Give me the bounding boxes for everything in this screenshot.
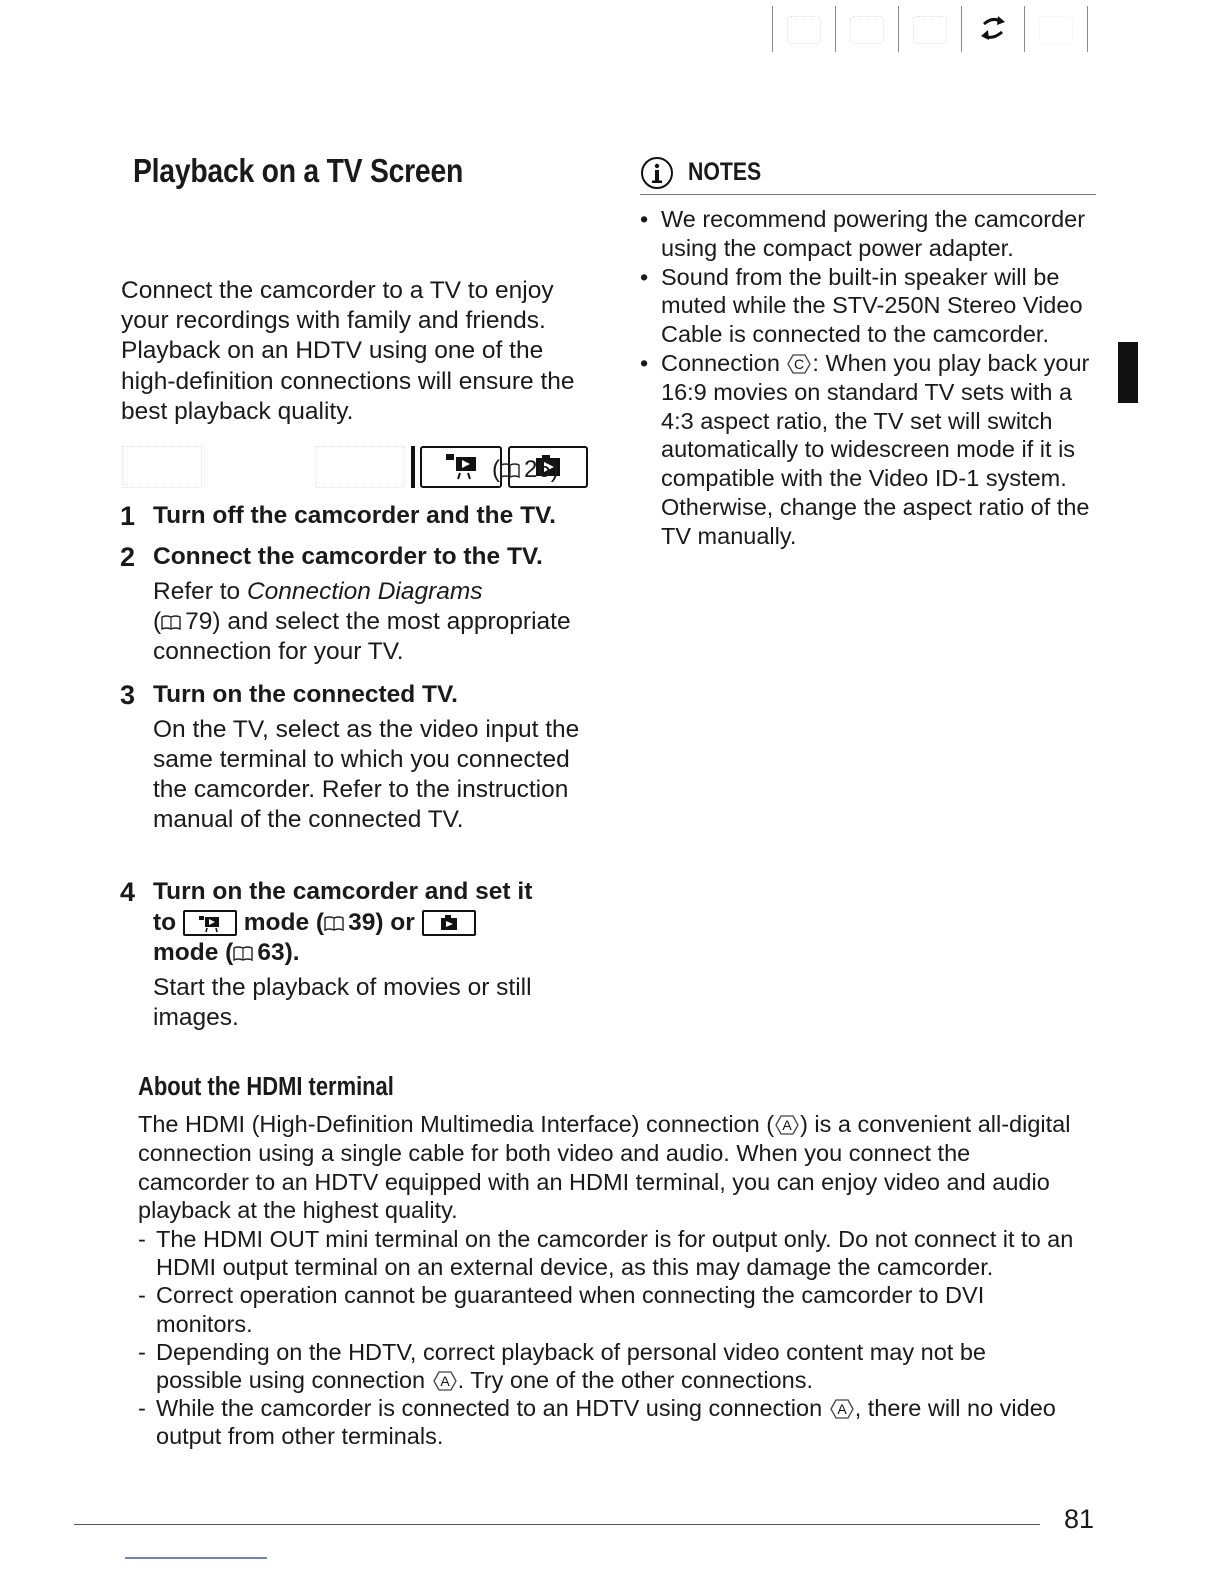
mode-icon-5: [1039, 16, 1073, 44]
nav-tab-2[interactable]: [835, 6, 898, 52]
step-body: On the TV, select as the video input the same terminal to which you connected the camcorder. Refer to the instruction manual of the connected TV.: [153, 715, 580, 834]
section-nav-tabs: [772, 6, 1098, 52]
notes-header: [640, 154, 1096, 195]
nav-tab-4[interactable]: [961, 6, 1024, 52]
book-icon: [161, 608, 181, 623]
notes-label: NOTES: [688, 158, 762, 186]
connection-c-icon: [786, 353, 812, 375]
page-number: 81: [1064, 1504, 1095, 1534]
book-icon: [233, 939, 253, 954]
footer-rule: [74, 1524, 1040, 1525]
svg-text:A: A: [837, 1401, 847, 1418]
nav-tab-1[interactable]: [772, 6, 835, 52]
step-number: 4: [120, 877, 136, 907]
nav-tab-3[interactable]: [898, 6, 961, 52]
step-4: [120, 877, 590, 1033]
info-icon: [640, 156, 674, 190]
svg-text:A: A: [439, 1373, 450, 1390]
step-number: 1: [120, 501, 136, 531]
mode-icon-2: [850, 16, 884, 44]
notes-list: [640, 205, 1100, 551]
connection-a-icon: [829, 1398, 855, 1420]
step-3: [120, 680, 590, 835]
step-heading: Turn on the camcorder and set it to mode ( 39) or mode ( 63).: [153, 878, 533, 966]
step-body: Start the playback of movies or still images.: [153, 973, 532, 1031]
inactive-mode-icon: [122, 446, 202, 488]
book-icon: [324, 909, 344, 924]
page-reference: ( 26): [492, 456, 559, 483]
step-body: Refer to Connection Diagrams ( 79) and select the most appropriate connection for your TV.: [153, 577, 571, 665]
step-heading: Turn on the connected TV.: [153, 681, 458, 708]
bottom-accent-line: [125, 1557, 267, 1559]
bullet-item: - Correct operation cannot be guaranteed when connecting the camcorder to DVI monitors.: [138, 1281, 1078, 1337]
step-number: 3: [120, 680, 136, 710]
mode-icon-3: [913, 16, 947, 44]
svg-text:A: A: [782, 1117, 792, 1133]
about-bullet-list: [138, 1225, 1078, 1451]
playback-movie-mode-icon: [420, 446, 502, 488]
section-heading: About the HDMI terminal: [138, 1073, 394, 1101]
note-item: • Sound from the built-in speaker will be muted while the STV-250N Stereo Video Cable is connected to the camcorder.: [640, 263, 1100, 349]
step-number: 2: [120, 542, 136, 572]
note-item: • Connection C : When you play back your 16:9 movies on standard TV sets with a 4:3 aspect ratio, the TV set will switch automatically to widescreen mode if it is compatible with the Video ID-1 system. Otherwise, change the aspect ratio of the TV manually.: [640, 349, 1100, 551]
mode-icon-1: [787, 16, 821, 44]
book-icon: [500, 457, 520, 472]
step-heading: Connect the camcorder to the TV.: [153, 543, 543, 570]
mode-separator: [411, 446, 415, 488]
bullet-item: - While the camcorder is connected to an HDTV using connection A , there will no video output from other terminals.: [138, 1394, 1078, 1450]
chapter-marker: [1118, 342, 1138, 403]
intro-paragraph: Connect the camcorder to a TV to enjoy your recordings with family and friends. Playback on an HDTV using one of the high-definition connections will ensure the best playback quality.: [121, 277, 575, 425]
mode-indicator-row: [118, 444, 588, 490]
inactive-mode-icon: [316, 446, 404, 488]
step-1: [120, 501, 590, 532]
connection-a-icon: [432, 1370, 458, 1392]
note-item: • We recommend powering the camcorder using the compact power adapter.: [640, 205, 1100, 263]
step-2: [120, 542, 590, 667]
bullet-item: - The HDMI OUT mini terminal on the camcorder is for output only. Do not connect it to an HDMI output terminal on an external device, as this may damage the camcorder.: [138, 1225, 1078, 1281]
step-heading: Turn off the camcorder and the TV.: [153, 502, 556, 529]
bullet-item: - Depending on the HDTV, correct playback of personal video content may not be possible using connection A . Try one of the other connections.: [138, 1338, 1078, 1394]
about-paragraph: The HDMI (High-Definition Multimedia Interface) connection ( A ) is a convenient all-digital connection using a single cable for both video and audio. When you connect the camcorder to an HDTV equipped with an HDMI terminal, you can enjoy video and audio playback at the highest quality.: [138, 1111, 1071, 1224]
swap-arrows-icon: [978, 10, 1008, 48]
playback-movie-mode-icon: [183, 910, 237, 936]
page-title: Playback on a TV Screen: [133, 152, 464, 189]
nav-tab-5[interactable]: [1024, 6, 1088, 52]
svg-text:C: C: [794, 355, 805, 372]
playback-photo-mode-icon: [422, 910, 476, 936]
connection-a-icon: [774, 1114, 800, 1136]
